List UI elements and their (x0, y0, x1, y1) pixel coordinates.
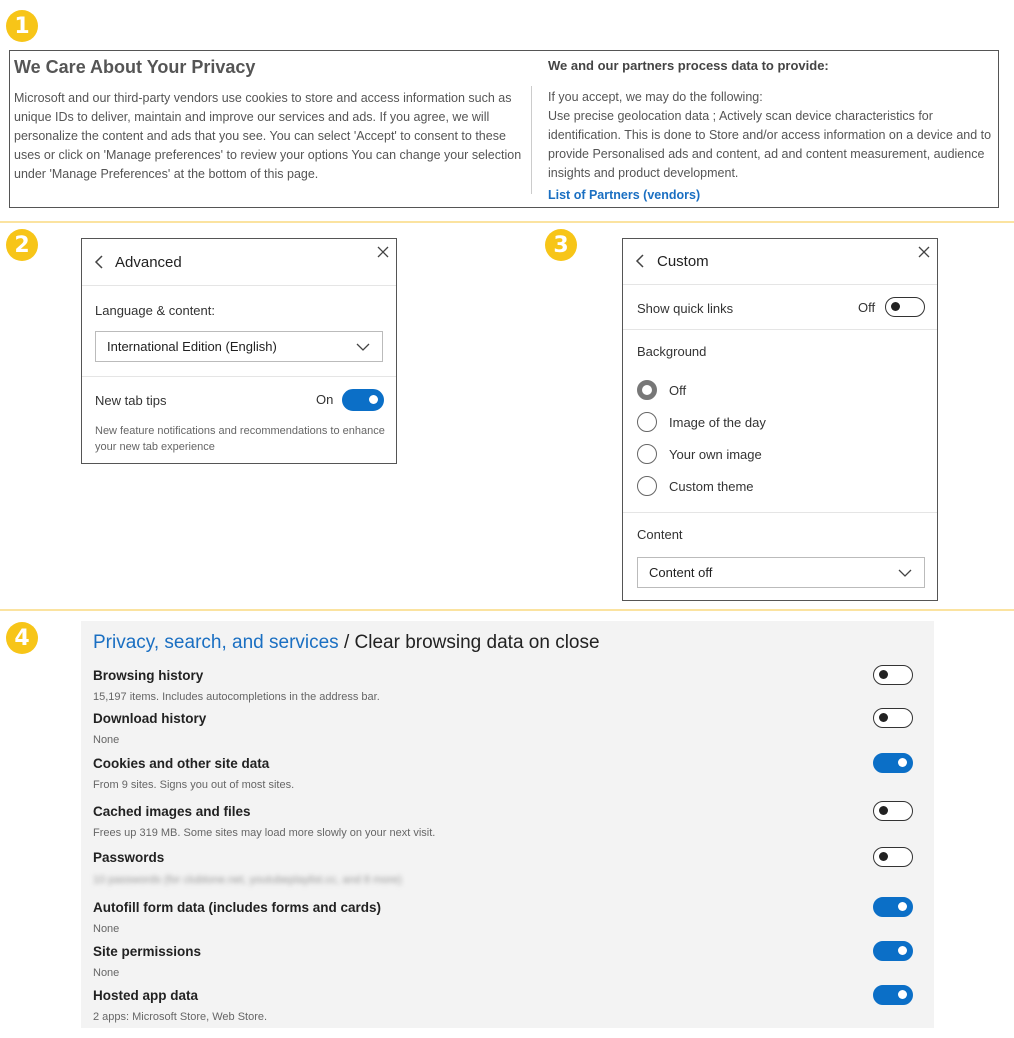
chevron-left-icon[interactable] (92, 253, 108, 271)
background-label: Background (637, 344, 707, 359)
item-title-passwords: Passwords (93, 850, 165, 865)
toggle-download-history[interactable] (873, 708, 913, 728)
toggle-knob (879, 806, 888, 815)
content-select[interactable] (637, 557, 925, 588)
item-desc-cookies: From 9 sites. Signs you out of most sites. (93, 779, 295, 791)
item-desc-hosted-app-data: 2 apps: Microsoft Store, Web Store. (93, 1011, 268, 1023)
toggle-passwords[interactable] (873, 847, 913, 867)
partners-title: We and our partners process data to provide: (548, 58, 829, 73)
item-title-autofill: Autofill form data (includes forms and cards) (93, 900, 382, 915)
privacy-banner (9, 50, 999, 208)
background-option-image-of-day[interactable] (637, 411, 766, 433)
partners-body: If you accept, we may do the following: Use precise geolocation data ; Actively scan device characteristics for identification. This is done to Store and/or access information on a device and to provide Personalised ads and content, ad and content measurement, audience insights and product development. (548, 90, 992, 180)
breadcrumb-separator: / (338, 632, 355, 653)
radio-icon (637, 476, 657, 496)
toggle-knob (879, 670, 888, 679)
toggle-knob (898, 758, 907, 767)
radio-label: Image of the day (669, 414, 766, 430)
toggle-browsing-history[interactable] (873, 665, 913, 685)
new-tab-tips-toggle[interactable] (342, 389, 384, 411)
item-desc-autofill: None (93, 923, 120, 935)
section-divider (0, 609, 1014, 611)
radio-icon (637, 444, 657, 464)
divider (623, 512, 937, 513)
new-tab-tips-desc: New feature notifications and recommendations to enhance your new tab experience (95, 425, 385, 453)
item-title-download-history: Download history (93, 711, 207, 726)
item-title-hosted-app-data: Hosted app data (93, 988, 199, 1003)
chevron-left-icon[interactable] (633, 252, 649, 270)
advanced-panel-title: Advanced (115, 254, 182, 271)
quick-links-label: Show quick links (637, 301, 734, 316)
privacy-title: We Care About Your Privacy (14, 57, 256, 77)
item-title-site-permissions: Site permissions (93, 944, 202, 959)
toggle-knob (898, 946, 907, 955)
item-desc-passwords: 10 passwords (for clubtone.net, youtubeplaylist.cc, and 8 more) (93, 874, 402, 886)
toggle-knob (898, 990, 907, 999)
divider (623, 329, 937, 330)
toggle-knob (879, 852, 888, 861)
item-desc-site-permissions: None (93, 967, 120, 979)
item-desc-download-history: None (93, 734, 120, 746)
radio-checked-icon (637, 380, 657, 400)
toggle-hosted-app-data[interactable] (873, 985, 913, 1005)
toggle-knob (879, 713, 888, 722)
close-icon[interactable] (917, 245, 931, 259)
privacy-body: Microsoft and our third-party vendors use cookies to store and access information such as unique IDs to deliver, maintain and improve our services and ads. If you agree, we will personalize the content and ads that you see. You can select 'Accept' to consent to these uses or click on 'Manage preferences' to review your options You can change your selection under 'Manage Preferences' at the bottom of this page. (14, 91, 522, 181)
radio-icon (637, 412, 657, 432)
toggle-site-permissions[interactable] (873, 941, 913, 961)
close-icon[interactable] (376, 245, 390, 259)
toggle-autofill[interactable] (873, 897, 913, 917)
item-desc-cached-images: Frees up 319 MB. Some sites may load more slowly on your next visit. (93, 827, 436, 839)
toggle-cached-images[interactable] (873, 801, 913, 821)
item-title-cookies: Cookies and other site data (93, 756, 270, 771)
breadcrumb-link[interactable]: Privacy, search, and services (93, 632, 339, 653)
custom-panel-title: Custom (657, 253, 709, 270)
quick-links-toggle[interactable] (885, 297, 925, 317)
page-title (93, 632, 600, 654)
item-title-browsing-history: Browsing history (93, 668, 204, 683)
language-select[interactable] (95, 331, 383, 362)
radio-label: Your own image (669, 446, 762, 462)
step-badge-1: 1 (6, 10, 38, 42)
partners-list-link[interactable]: List of Partners (vendors) (548, 188, 701, 202)
toggle-knob (898, 902, 907, 911)
radio-label: Custom theme (669, 478, 754, 494)
breadcrumb-current: Clear browsing data on close (354, 632, 600, 653)
quick-links-state: Off (858, 300, 876, 315)
item-desc-browsing-history: 15,197 items. Includes autocompletions in the address bar. (93, 691, 380, 703)
background-option-own-image[interactable] (637, 443, 762, 465)
chevron-down-icon (356, 343, 370, 351)
toggle-cookies[interactable] (873, 753, 913, 773)
new-tab-tips-state: On (316, 392, 334, 407)
vertical-divider (531, 86, 532, 194)
content-select-value: Content off (649, 565, 713, 580)
language-select-value: International Edition (English) (107, 339, 277, 354)
custom-panel (622, 238, 938, 601)
content-label: Content (637, 527, 683, 542)
custom-panel-header (623, 239, 937, 285)
step-badge-4: 4 (6, 622, 38, 654)
chevron-down-icon (898, 569, 912, 577)
step-badge-2: 2 (6, 229, 38, 261)
item-title-cached-images: Cached images and files (93, 804, 251, 819)
advanced-panel-header (82, 239, 396, 286)
clear-browsing-data-panel (81, 621, 934, 1028)
step-badge-3: 3 (545, 229, 577, 261)
section-divider (0, 221, 1014, 223)
radio-label: Off (669, 382, 687, 398)
advanced-panel (81, 238, 397, 464)
background-option-custom-theme[interactable] (637, 475, 754, 497)
divider (82, 376, 396, 377)
new-tab-tips-label: New tab tips (95, 393, 167, 408)
language-label: Language & content: (95, 303, 215, 318)
background-option-off[interactable] (637, 379, 686, 401)
